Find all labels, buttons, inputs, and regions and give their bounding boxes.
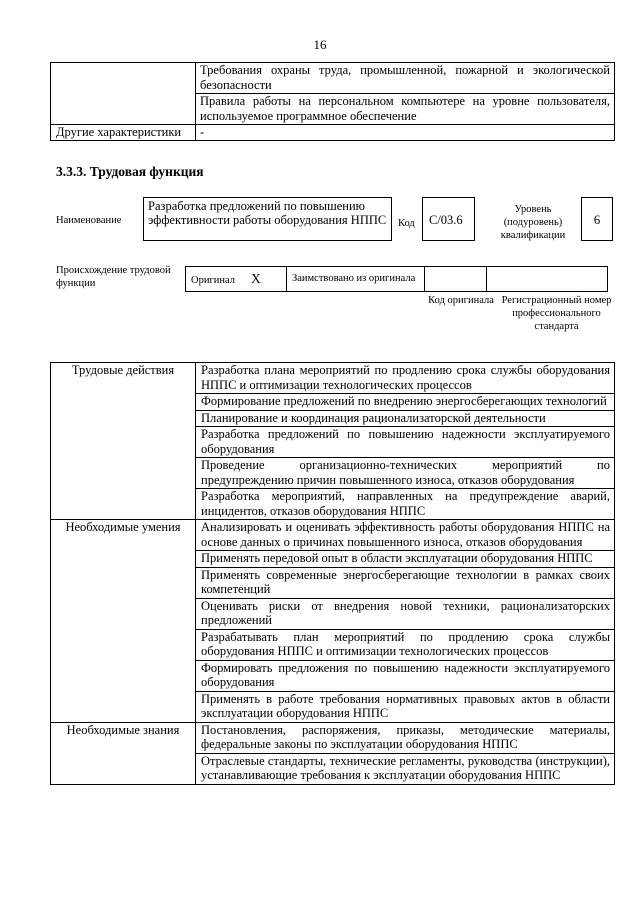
original-label: Оригинал <box>191 275 235 286</box>
table-cell: Отраслевые стандарты, технические регламенты, руководства (инструкции), устанавливающие требования к эксплуатации оборудования НППС <box>196 753 615 784</box>
table-cell: Оценивать риски от внедрения новой техники, рационализаторских предложений <box>196 598 615 629</box>
requirement-cell: Правила работы на персональном компьютере на уровне пользователя, используемое программное обеспечение <box>196 94 615 125</box>
table-cell: Анализировать и оценивать эффективность работы оборудования НППС на основе данных о причинах повышенного износа, отказов оборудования <box>196 520 615 551</box>
registration-number-cell <box>487 267 608 292</box>
original-code-caption: Код оригинала <box>428 295 494 306</box>
table-row <box>186 267 608 292</box>
table-cell: Постановления, распоряжения, приказы, методические материалы, федеральные законы по эксплуатации оборудования НППС <box>196 722 615 753</box>
table-cell: Планирование и координация рационализаторской деятельности <box>196 410 615 427</box>
category-label: Трудовые действия <box>51 363 196 520</box>
borrowed-label: Заимствовано из оригинала <box>287 267 425 292</box>
function-origin-label: Происхождение трудовой функции <box>56 265 171 289</box>
table-cell: Разрабатывать план мероприятий по продлению срока службы оборудования НППС и оптимизации технологических процессов <box>196 629 615 660</box>
table-cell: Применять современные энергосберегающие технологии в рамках своих компетенций <box>196 567 615 598</box>
qualification-level-box: 6 <box>581 197 613 241</box>
table-row <box>51 125 615 141</box>
function-code-box: C/03.6 <box>422 197 475 241</box>
category-label: Необходимые умения <box>51 520 196 723</box>
original-cell <box>186 267 287 292</box>
page-number: 16 <box>313 37 327 52</box>
empty-cell <box>51 63 196 125</box>
previous-section-table <box>50 62 615 141</box>
other-characteristics-value: - <box>196 125 615 141</box>
table-cell: Разработка плана мероприятий по продлению срока службы оборудования НППС и оптимизации технологических процессов <box>196 363 615 394</box>
table-cell: Разработка предложений по повышению надежности эксплуатируемого оборудования <box>196 427 615 458</box>
table-cell: Формирование предложений по внедрению энергосберегающих технологий <box>196 394 615 411</box>
registration-number-caption: Регистрационный номер профессионального стандарта <box>501 295 612 332</box>
table-cell: Разработка мероприятий, направленных на предупреждение аварий, инцидентов, отказов оборудования НППС <box>196 489 615 520</box>
qualification-level-label: Уровень (подуровень) квалификации <box>500 204 566 241</box>
table-row <box>51 63 615 94</box>
other-characteristics-label: Другие характеристики <box>51 125 196 141</box>
table-cell: Применять в работе требования нормативных правовых актов в области эксплуатации оборудования НППС <box>196 691 615 722</box>
labor-function-table <box>50 362 615 785</box>
table-row <box>51 722 615 753</box>
table-cell: Формировать предложения по повышению надежности эксплуатируемого оборудования <box>196 660 615 691</box>
category-label: Необходимые знания <box>51 722 196 784</box>
original-mark: X <box>251 271 261 286</box>
function-name-box: Разработка предложений по повышению эффективности работы оборудования НППС <box>143 197 392 241</box>
code-label: Код <box>398 218 415 229</box>
name-label: Наименование <box>56 215 122 226</box>
table-row <box>51 363 615 394</box>
section-title: 3.3.3. Трудовая функция <box>56 164 204 179</box>
table-row <box>51 520 615 551</box>
table-cell: Применять передовой опыт в области эксплуатации оборудования НППС <box>196 551 615 568</box>
original-code-cell <box>425 267 487 292</box>
table-cell: Проведение организационно-технических мероприятий по предупреждению причин повышенного износа, отказов оборудования <box>196 458 615 489</box>
requirement-cell: Требования охраны труда, промышленной, пожарной и экологической безопасности <box>196 63 615 94</box>
origin-table <box>185 266 608 292</box>
